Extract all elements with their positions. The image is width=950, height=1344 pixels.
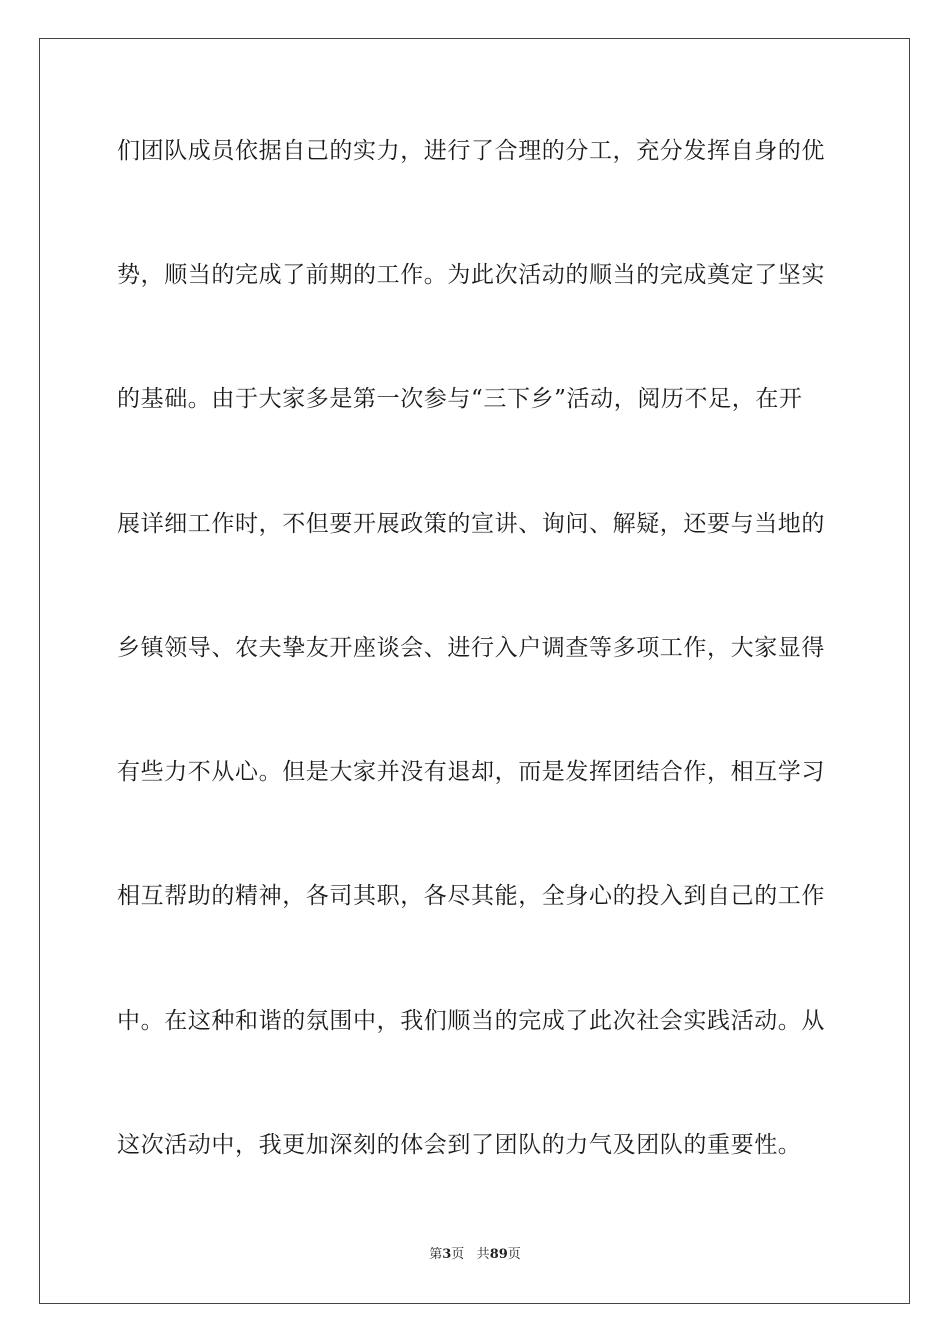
page-number: 3 xyxy=(442,1247,452,1262)
body-text-line: 乡镇领导、农夫挚友开座谈会、进行入户调查等多项工作，大家显得 xyxy=(117,635,825,661)
body-text-line: 中。在这种和谐的氛围中，我们顺当的完成了此次社会实践活动。从 xyxy=(117,1008,825,1034)
body-text-line: 相互帮助的精神，各司其职，各尽其能，全身心的投入到自己的工作 xyxy=(117,883,825,909)
page-footer xyxy=(0,1246,950,1264)
body-text-line: 的基础。由于大家多是第一次参与“三下乡”活动，阅历不足，在开 xyxy=(117,386,803,412)
body-text-line: 势，顺当的完成了前期的工作。为此次活动的顺当的完成奠定了坚实 xyxy=(117,262,825,288)
body-text-line: 有些力不从心。但是大家并没有退却，而是发挥团结合作，相互学习 xyxy=(117,759,825,785)
body-text-line: 这次活动中，我更加深刻的体会到了团队的力气及团队的重要性。 xyxy=(117,1132,802,1158)
page-suffix: 页 xyxy=(451,1247,465,1262)
total-pages: 89 xyxy=(489,1247,508,1262)
body-text-line: 们团队成员依据自己的实力，进行了合理的分工，充分发挥自身的优 xyxy=(117,138,825,164)
page-border xyxy=(39,38,910,1304)
total-prefix: 共 xyxy=(476,1247,490,1262)
page-prefix: 第 xyxy=(429,1247,443,1262)
total-suffix: 页 xyxy=(507,1247,521,1262)
body-text-line: 展详细工作时，不但要开展政策的宣讲、询问、解疑，还要与当地的 xyxy=(117,511,825,537)
